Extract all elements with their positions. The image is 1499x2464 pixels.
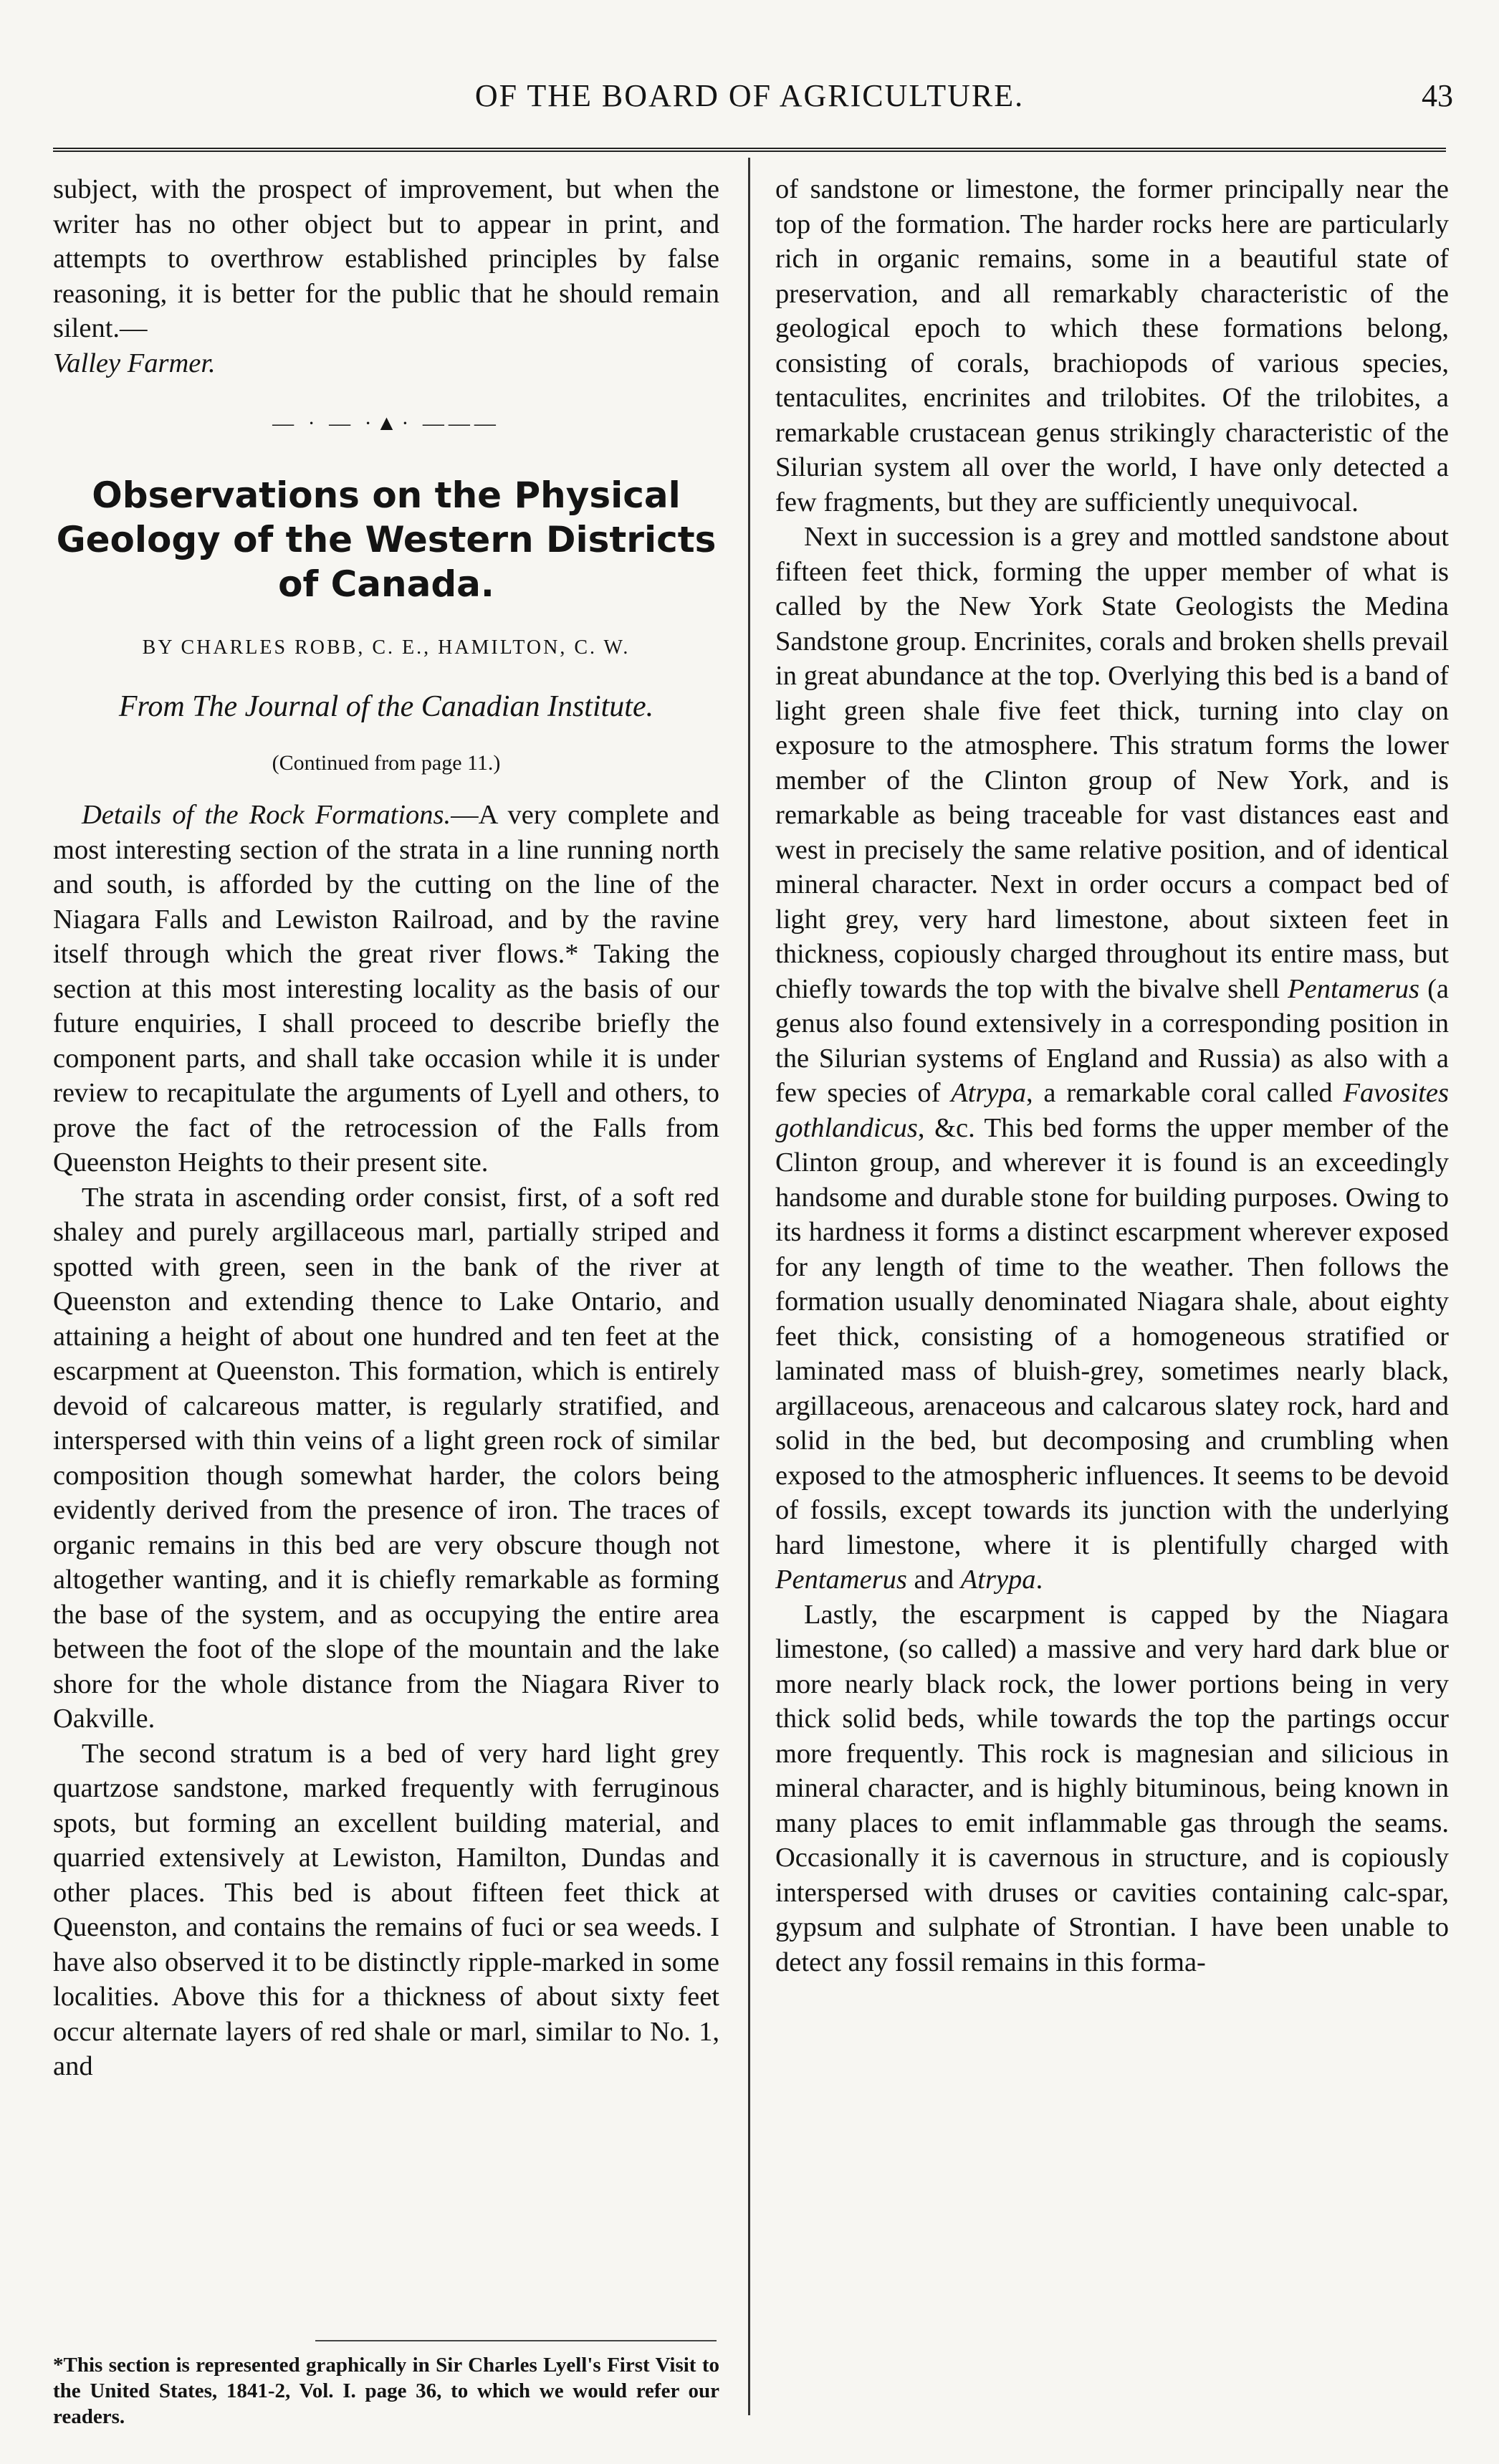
details-paragraph: Details of the Rock Formations.—A very complete and most interesting section of the strata in a line running north and south, is afforded by the cutting on the line of the Niagara Falls and Lewiston Railroad, and by the ravine itself through which the great river flows.* Taking the section at this most interesting locality as the basis of our future enquiries, I shall proceed to describe briefly the component parts, and shall take occasion while it is under review to recapitulate the arguments of Lyell and others, to prove the fact of the retrocession of the Falls from Queenston Heights to their present site.: [53, 800, 719, 1178]
taxon-pentamerus-2: Pentamerus: [775, 1565, 907, 1595]
taxon-favosites: Favosites gothlandicus: [775, 1078, 1449, 1143]
intro-attribution: Valley Farmer.: [53, 348, 216, 378]
source-line: From The Journal of the Canadian Institute.: [118, 690, 654, 723]
header-double-rule: [53, 148, 1446, 152]
intro-paragraph: subject, with the prospect of improvement, but when the writer has no other object but to appear in print, and attempts to overthrow established principles by false reasoning, it is better for the public that he should remain silent.— Valley Farmer.: [53, 174, 719, 378]
left-column: [53, 172, 719, 2084]
footnote-rule: [315, 2340, 717, 2341]
lastly-paragraph: Lastly, the escarpment is capped by the Niagara limestone, (so called) a massive and very hard dark blue or more nearly black rock, the lower portions being in very thick solid beds, while towards the top the partings occur more frequently. This rock is magnesian and silicious in mineral character, and is highly bituminous, being known in many places to emit inflammable gas through the seams. Occasionally it is cavernous in structure, and is copiously interspersed with druses or cavities containing calc-spar, gypsum and sulphate of Strontian. I have been unable to detect any fossil remains in this forma-: [775, 1599, 1449, 1977]
right-column: [775, 172, 1449, 1980]
footnote: *This section is represented graphically in Sir Charles Lyell's First Visit to the United States, 1841-2, Vol. I. page 36, to which we would refer our readers.: [53, 2354, 719, 2428]
taxon-atrypa-2: Atrypa: [960, 1565, 1036, 1595]
byline: BY CHARLES ROBB, C. E., HAMILTON, C. W.: [142, 636, 631, 659]
running-head: [0, 77, 1499, 135]
article-title: Observations on the Physical Geology of the Western Districts of Canada.: [56, 474, 717, 605]
taxon-atrypa: Atrypa: [951, 1078, 1026, 1108]
page-number: 43: [1422, 78, 1453, 113]
details-lead: Details of the Rock Formations.: [82, 800, 451, 830]
continuation-paragraph: of sandstone or limestone, the former principally near the top of the formation. The harder rocks here are particularly rich in organic remains, some in a beautiful state of preservation, and all remarkably characteristic of the geological epoch to which these formations belong, consisting of corals, brachiopods of various species, tentaculites, encrinites and trilobites. Of the trilobites, a remarkable crustacean genus strikingly characteristic of the Silurian system all over the world, I have only detected a few fragments, but they are sufficiently unequivocal.: [775, 174, 1449, 517]
second-stratum-paragraph: The second stratum is a bed of very hard light grey quartzose sandstone, marked frequently with ferruginous spots, but forming an excellent building material, and quarried extensively at Lewiston, Hamilton, Dundas and other places. This bed is about fifteen feet thick at Queenston, and contains the remains of fuci or sea weeds. I have also observed it to be distinctly ripple-marked in some localities. Above this for a thickness of about sixty feet occur alternate layers of red shale or marl, similar to No. 1, and: [53, 1738, 719, 2081]
taxon-pentamerus: Pentamerus: [1288, 973, 1420, 1004]
running-head-title: OF THE BOARD OF AGRICULTURE.: [474, 78, 1025, 113]
medina-paragraph: Next in succession is a grey and mottled sandstone about fifteen feet thick, forming the upper member of what is called by the New York State Geologists the Medina Sandstone group. Encrinites, corals and broken shells prevail in great abundance at the top. Overlying this bed is a band of light green shale five feet thick, turning into clay on exposure to the atmosphere. This stratum forms the lower member of the Clinton group of New York, and is remarkable as being traceable for vast distances east and west in precisely the same relative position, and of identical mineral character. Next in order occurs a compact bed of light grey, very hard limestone, about sixteen feet in thickness, copiously charged throughout its entire mass, but chiefly towards the top with the bivalve shell Pentamerus (a genus also found extensively in a corresponding position in the Silurian systems of England and Russia) as also with a few species of Atrypa, a remarkable coral called Favosites gothlandicus, &c. This bed forms the upper member of the Clinton group, and wherever it is found is an exceedingly handsome and durable stone for building purposes. Owing to its hardness it forms a distinct escarpment wherever exposed for any length of time to the weather. Then follows the formation usually denominated Niagara shale, about eighty feet thick, consisting of a homogeneous stratified or laminated mass of bluish-grey, sometimes nearly black, argillaceous, arenaceous and calcarous slatey rock, hard and solid in the bed, but decomposing and crumbling when exposed to the atmospheric influences. It seems to be devoid of fossils, except towards its junction with the underlying hard limestone, where it is plentifully charged with Pentamerus and Atrypa.: [775, 522, 1449, 1595]
strata-paragraph: The strata in ascending order consist, first, of a soft red shaley and purely argillaceous marl, partially striped and spotted with green, seen in the bank of the river at Queenston and extending thence to Lake Ontario, and attaining a height of about one hundred and ten feet at the escarpment at Queenston. This formation, which is entirely devoid of calcareous matter, is regularly stratified, and interspersed with thin veins of a light green rock of similar composition though somewhat harder, the colors being evidently derived from the presence of iron. The traces of organic remains in this bed are very obscure though not altogether wanting, and it is chiefly remarkable as forming the base of the system, and as occupying the entire area between the foot of the slope of the mountain and the lake shore for the whole distance from the Niagara River to Oakville.: [53, 1182, 719, 1734]
section-ornament: — · — ·▲· ———: [272, 411, 500, 435]
column-divider: [748, 158, 750, 2415]
continued-note: (Continued from page 11.): [272, 750, 501, 775]
